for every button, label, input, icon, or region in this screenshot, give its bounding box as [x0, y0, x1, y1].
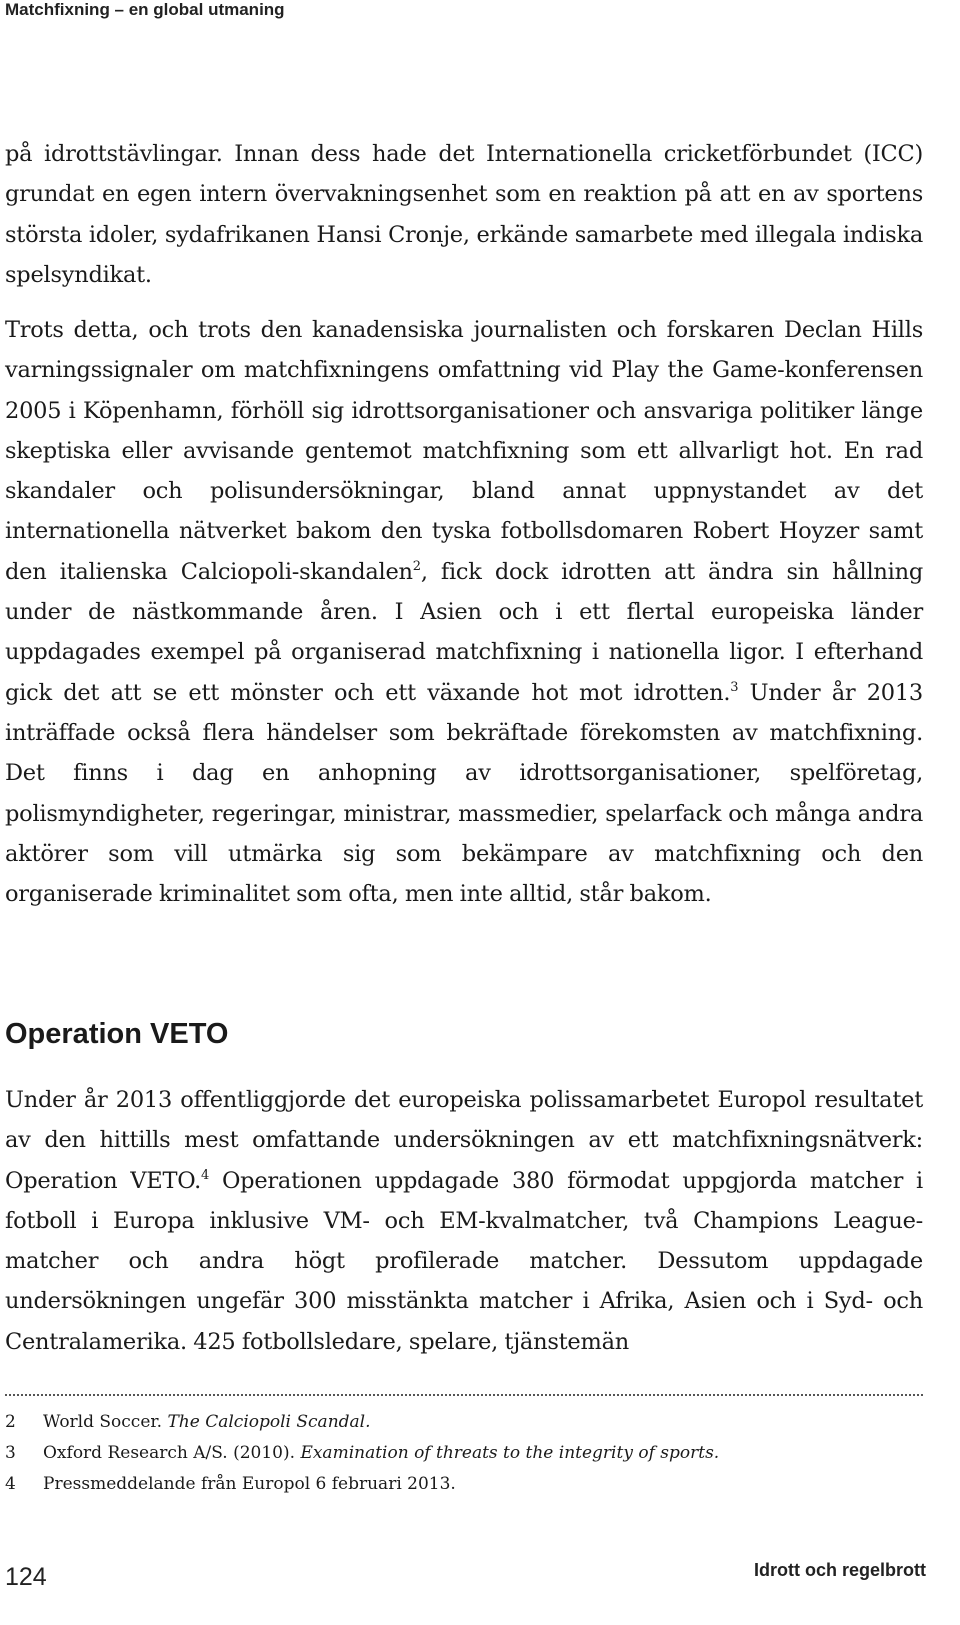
- footnote-text: [43, 1407, 371, 1438]
- footnote-reference[interactable]: 2: [412, 558, 421, 574]
- paragraph-text: , fick dock idrotten att ändra sin hållning under de nästkommande åren. I Asien och i ett flertal europeiska länder uppdagades exempel på organiserad matchfixning i nationella ligor. I efterhand gick det att se ett mönster och ett växande hot mot idrotten.: [5, 558, 923, 706]
- running-footer: Idrott och regelbrott: [754, 1560, 926, 1580]
- paragraph-text: Under år 2013 inträffade också flera händelser som bekräftade förekomsten av matchfixning. Det finns i dag en anhopning av idrottsorganisationer, spelföretag, polismyndigheter, regeringar, ministrar, massmedier, spelarfack och många andra aktörer som vill utmärka sig som bekämpare av matchfixning och den organiserade kriminalitet som ofta, men inte alltid, står bakom.: [5, 679, 923, 908]
- body-paragraph: [5, 310, 923, 914]
- section-heading: Operation VETO: [5, 1018, 229, 1050]
- footnotes: [5, 1407, 923, 1500]
- body-paragraph: [5, 1080, 923, 1362]
- footnote-source: Pressmeddelande från Europol 6 februari 2013.: [43, 1474, 456, 1494]
- footnote-number: 2: [5, 1412, 16, 1432]
- footnote-title: Examination of threats to the integrity of sports.: [300, 1443, 720, 1463]
- paragraph-text: Trots detta, och trots den kanadensiska journalisten och forskaren Declan Hills varningssignaler om matchfixningens omfattning vid Play the Game-konferensen 2005 i Köpenhamn, förhöll sig idrottsorganisationer och ansvariga politiker länge skeptiska eller avvisande gentemot matchfixning som ett allvarligt hot. En rad skandaler och polisundersökningar, bland annat uppnystandet av det internationella nätverket bakom den tyska fotbollsdomaren Robert Hoyzer samt den italienska Calciopoli-skandalen: [5, 317, 923, 585]
- footnote-number: 3: [5, 1443, 16, 1463]
- running-header: Matchfixning – en global utmaning: [5, 0, 285, 19]
- footnote-item: [5, 1407, 923, 1438]
- paragraph-text: Operationen uppdagade 380 förmodat uppgjorda matcher i fotboll i Europa inklusive VM- och EM-kvalmatcher, två Champions League-matcher och andra högt profilerade matcher. Dessutom uppdagade undersökningen ungefär 300 misstänkta matcher i Afrika, Asien och i Syd- och Centralamerika. 425 fotbollsledare, spelare, tjänstemän: [5, 1167, 923, 1355]
- footnote-divider: [5, 1394, 923, 1396]
- page-number: 124: [5, 1563, 47, 1591]
- footnote-title: The Calciopoli Scandal.: [167, 1412, 371, 1432]
- body-paragraph: på idrottstävlingar. Innan dess hade det Internationella cricketförbundet (ICC) grundat en egen intern övervakningsenhet som en reaktion på att en av sportens största idoler, sydafrikanen Hansi Cronje, erkände samarbete med illegala indiska spelsyndikat.: [5, 141, 923, 288]
- footnote-text: [43, 1469, 456, 1500]
- footnote-item: [5, 1438, 923, 1469]
- footnote-number: 4: [5, 1474, 16, 1494]
- footnote-reference[interactable]: 3: [730, 679, 739, 695]
- footnote-text: [43, 1438, 719, 1469]
- footnote-source: Oxford Research A/S. (2010).: [43, 1443, 301, 1463]
- footnote-item: [5, 1469, 923, 1500]
- footnote-reference[interactable]: 4: [201, 1167, 210, 1183]
- footnote-source: World Soccer.: [43, 1412, 168, 1432]
- paragraph-text: Under år 2013 offentliggjorde det europeiska polissamarbetet Europol resultatet av den hittills mest omfattande undersökningen av ett matchfixningsnätverk: Operation VETO.: [5, 1087, 923, 1194]
